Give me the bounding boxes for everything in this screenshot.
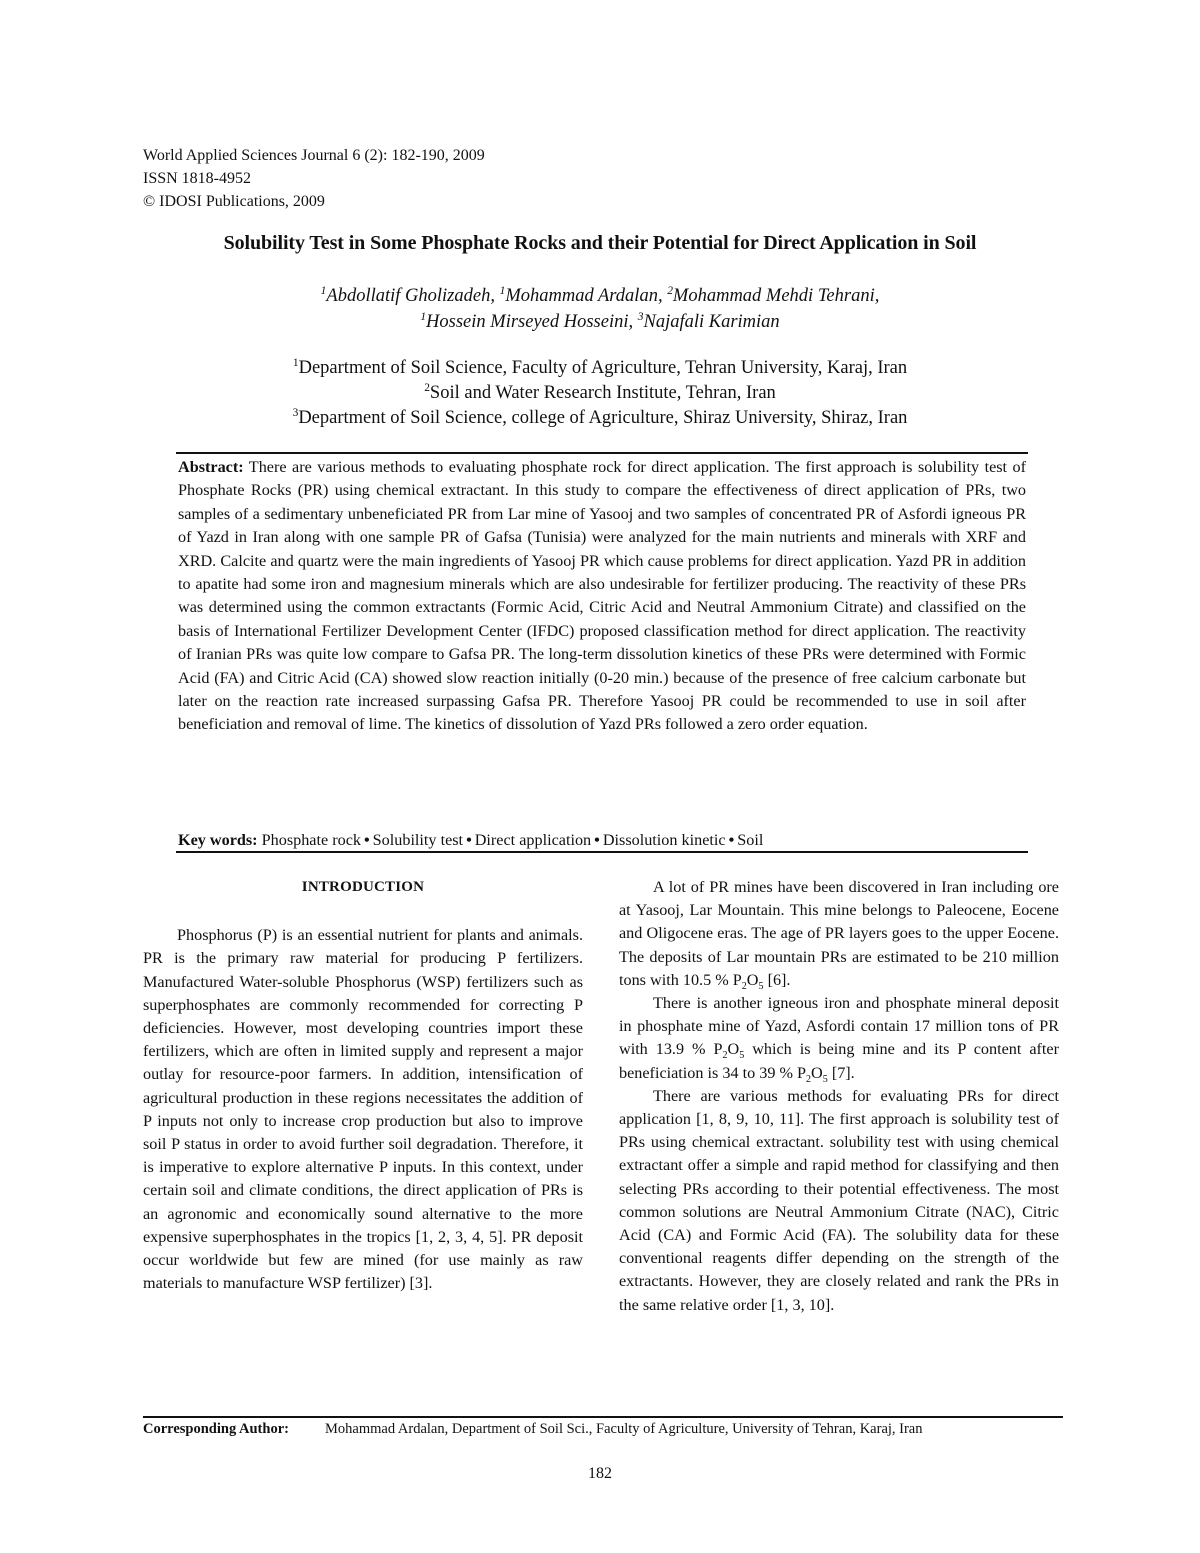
paragraph: There are various methods for evaluating PRs for direct application [1, 8, 9, 10, 11]. The first approach is solubility test of PRs using chemical extractant. solubility test with using chemical extractant offer a simple and rapid method for classifying and then selecting PRs according to their potential effectiveness. The most common solutions are Neutral Ammonium Citrate (NAC), Citric Acid (CA) and Formic Acid (FA). The solubility data for these conventional reagents differ depending on the strength of the extractants. However, they are closely related and rank the PRs in the same relative order [1, 3, 10].: [619, 1086, 1059, 1314]
affiliation-mark: 2: [424, 381, 430, 394]
keyword: Solubility test: [372, 831, 464, 849]
affiliation-list: [0, 356, 1200, 431]
paragraph-text: O: [727, 1040, 740, 1059]
affiliation-text: Department of Soil Science, college of Agriculture, Shiraz University, Shiraz, Iran: [298, 408, 908, 428]
affiliation-text: Soil and Water Research Institute, Tehran, Iran: [429, 383, 776, 403]
subscript: 2: [722, 1050, 728, 1062]
corresponding-author-label: Corresponding Author:: [143, 1421, 289, 1437]
subscript: 5: [739, 1050, 745, 1062]
author-name: Najafali Karimian: [643, 312, 780, 332]
author-name: Abdollatif Gholizadeh,: [326, 286, 500, 306]
keywords: [178, 829, 1026, 851]
affiliation: [0, 381, 1200, 406]
abstract: [178, 456, 1026, 737]
paragraph-text: A lot of PR mines have been discovered in Iran including ore at Yasooj, Lar Mountain. This mine belongs to Paleocene, Eocene and Oligocene eras. The age of PR layers goes to the upper Eocene. The deposits of Lar mountain PRs are estimated to be 210 million tons with 10.5 % P: [619, 878, 1059, 989]
right-column: [619, 876, 1059, 1317]
paper-title: Solubility Test in Some Phosphate Rocks and their Potential for Direct Application in Soil: [223, 232, 977, 254]
journal-copyright: © IDOSI Publications, 2009: [143, 193, 325, 210]
keyword-separator: •: [363, 831, 370, 849]
abstract-text: There are various methods to evaluating phosphate rock for direct application. The first approach is solubility test of Phosphate Rocks (PR) using chemical extractant. In this study to compare the effectiveness of direct application of PRs, two samples of a sedimentary unbeneficiated PR from Lar mine of Yasooj and two samples of concentrated PR of Asfordi igneous PR of Yazd in Iran along with one sample PR of Gafsa (Tunisia) were analyzed for the main nutrients and minerals with XRF and XRD. Calcite and quartz were the main ingredients of Yasooj PR which cause problems for direct application. Yazd PR in addition to apatite had some iron and magnesium minerals which are also undesirable for fertilizer producing. The reactivity of these PRs was determined using the common extractants (Formic Acid, Citric Acid and Neutral Ammonium Citrate) and classified on the basis of International Fertilizer Development Center (IFDC) proposed classification method for direct application. The reactivity of Iranian PRs was quite low compare to Gafsa PR. The long-term dissolution kinetics of these PRs were determined with Formic Acid (FA) and Citric Acid (CA) showed slow reaction initially (0-20 min.) because of the presence of free calcium carbonate but later on the reaction rate increased surpassing Gafsa PR. Therefore Yasooj PR could be recommended to use in soil after beneficiation and removal of lime. The kinetics of dissolution of Yazd PRs followed a zero order equation.: [178, 458, 1026, 734]
footer-rule: [143, 1416, 1063, 1418]
affiliation: [0, 406, 1200, 431]
subscript: 5: [822, 1073, 828, 1085]
section-heading-introduction: INTRODUCTION: [301, 879, 425, 895]
affiliation-text: Department of Soil Science, Faculty of Agriculture, Tehran University, Karaj, Iran: [298, 358, 908, 378]
journal-citation: World Applied Sciences Journal 6 (2): 182-190, 2009: [143, 147, 485, 164]
author-line-1: [0, 283, 1200, 309]
abstract-label: Abstract:: [178, 458, 244, 476]
corresponding-author: [143, 1419, 1059, 1440]
affiliation-mark: 1: [292, 356, 299, 369]
author-affil-mark: 1: [499, 284, 506, 297]
paragraph-text: There is another igneous iron and phosphate mineral deposit in phosphate mine of Yazd, Asfordi contain 17 million tons of PR with 13.9 % P: [619, 994, 1059, 1059]
affiliation: [0, 356, 1200, 381]
journal-issn: ISSN 1818-4952: [143, 170, 252, 187]
journal-header: [143, 144, 485, 213]
paragraph-text: which is being mine and its P content after beneficiation is 34 to 39 % P: [619, 1040, 1059, 1082]
paragraph-text: O: [746, 970, 759, 989]
author-list: [0, 283, 1200, 335]
keywords-bottom-rule: [176, 851, 1028, 853]
paragraph: [619, 992, 1059, 1085]
keyword-separator: •: [594, 831, 600, 849]
author-name: Hossein Mirseyed Hosseini,: [426, 312, 638, 332]
keyword-separator: •: [728, 831, 735, 849]
subscript: 2: [741, 981, 747, 993]
corresponding-author-text: Mohammad Ardalan, Department of Soil Sci., Faculty of Agriculture, University of Tehran, Karaj, Iran: [325, 1421, 923, 1437]
author-affil-mark: 1: [420, 310, 427, 323]
keywords-label: Key words:: [178, 831, 258, 849]
author-name: Mohammad Mehdi Tehrani,: [672, 286, 880, 306]
keyword-separator: •: [466, 831, 472, 849]
author-affil-mark: 1: [320, 284, 327, 297]
keyword: Direct application: [474, 831, 592, 849]
author-name: Mohammad Ardalan,: [505, 286, 668, 306]
abstract-top-rule: [176, 452, 1028, 454]
author-affil-mark: 3: [637, 310, 644, 323]
paragraph-text: [6].: [763, 970, 791, 989]
author-line-2: [0, 309, 1200, 335]
keyword: Dissolution kinetic: [602, 831, 726, 849]
keyword: Soil: [737, 831, 764, 849]
paragraph-text: O: [811, 1063, 823, 1082]
page-number: 182: [588, 1465, 612, 1482]
paragraph-text: [7].: [827, 1063, 855, 1082]
paragraph: Phosphorus (P) is an essential nutrient for plants and animals. PR is the primary raw material for producing P fertilizers. Manufactured Water-soluble Phosphorus (WSP) fertilizers such as superphosphates are commonly recommended for correcting P deficiencies. However, most developing countries import these fertilizers, which are often in limited supply and represent a major outlay for resource-poor farmers. In addition, intensification of agricultural production in these regions necessitates the addition of P inputs not only to increase crop production but also to improve soil P status in order to avoid further soil degradation. Therefore, it is imperative to explore alternative P inputs. In this context, under certain soil and climate conditions, the direct application of PRs is an agronomic and economically sound alternative to the more expensive superphosphates in the tropics [1, 2, 3, 4, 5]. PR deposit occur worldwide but few are mined (for use mainly as raw materials to manufacture WSP fertilizer) [3].: [143, 926, 583, 1293]
subscript: 2: [806, 1073, 812, 1085]
left-column: [143, 876, 583, 1295]
subscript: 5: [758, 981, 764, 993]
affiliation-mark: 3: [292, 406, 299, 419]
paragraph: [619, 876, 1059, 992]
author-affil-mark: 2: [667, 284, 673, 297]
keyword: Phosphate rock: [261, 831, 361, 849]
